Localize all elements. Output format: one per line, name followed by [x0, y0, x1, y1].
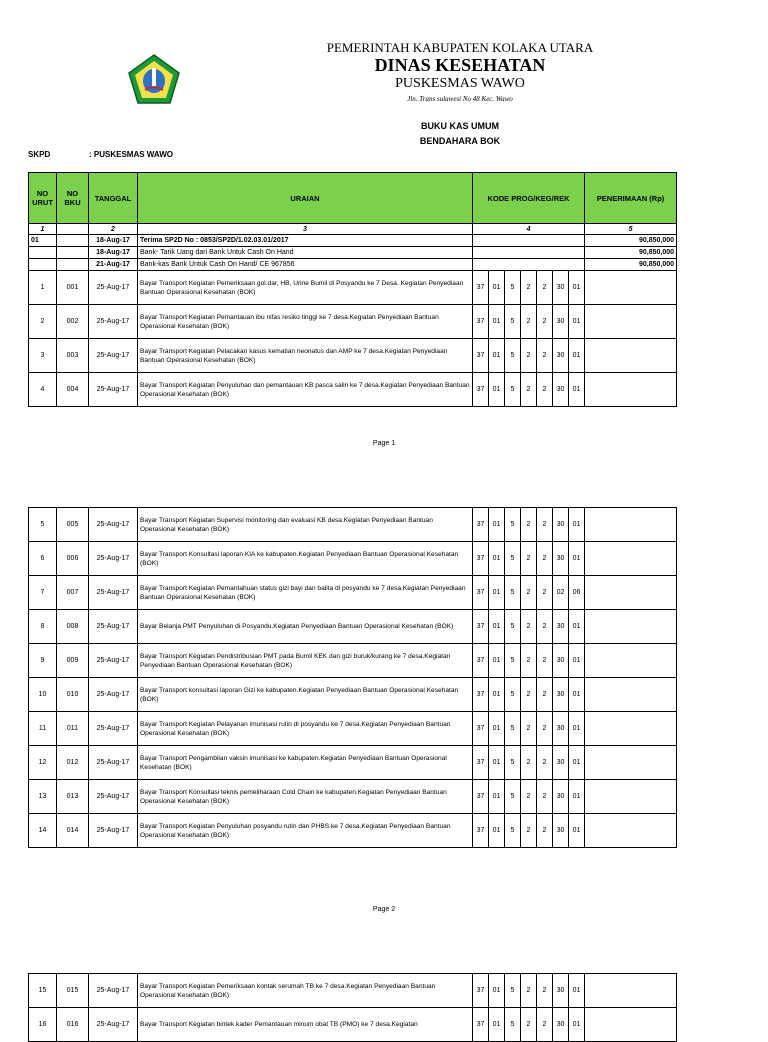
- row-no-urut: 1: [29, 271, 57, 305]
- summary-no: 01: [29, 235, 57, 247]
- row-kode-segment: 37: [473, 542, 489, 576]
- row-kode-segment: 2: [537, 271, 553, 305]
- row-no-bku: 009: [57, 644, 89, 678]
- row-date: 25-Aug-17: [89, 271, 138, 305]
- row-kode-segment: 37: [473, 1008, 489, 1042]
- summary-date: 18-Aug-17: [89, 247, 138, 259]
- row-no-bku: 005: [57, 508, 89, 542]
- row-description: Bayar Transport Kegiatan Pemeriksaan gol.dar, HB, Urine Bumil di Posyandu ke 7 Desa. Kegiatan Penyediaan Bantuan Operasional Kesehatan (BOK): [138, 271, 473, 305]
- row-kode-segment: 2: [521, 1008, 537, 1042]
- row-kode-segment: 01: [489, 542, 505, 576]
- row-no-bku: 006: [57, 542, 89, 576]
- ledger-table-page1: [28, 172, 677, 407]
- row-kode-segment: 37: [473, 271, 489, 305]
- row-kode-segment: 2: [537, 305, 553, 339]
- row-kode-segment: 37: [473, 712, 489, 746]
- row-no-urut: 3: [29, 339, 57, 373]
- row-kode-segment: 06: [569, 576, 585, 610]
- row-description: Bayar Transport Kegiatan Pendistribusian PMT pada Bumil KEK dan gizi buruk/kurang ke 7 desa.Kegiatan Penyediaan Bantuan Operasional Kesehatan (BOK): [138, 644, 473, 678]
- row-penerimaan: [585, 305, 677, 339]
- row-kode-segment: 2: [537, 508, 553, 542]
- row-penerimaan: [585, 373, 677, 407]
- row-kode-segment: 01: [489, 271, 505, 305]
- row-kode-segment: 2: [521, 271, 537, 305]
- row-kode-segment: 5: [505, 542, 521, 576]
- row-kode-segment: 2: [521, 576, 537, 610]
- row-kode-segment: 37: [473, 746, 489, 780]
- row-kode-segment: 01: [569, 746, 585, 780]
- row-kode-segment: 01: [489, 339, 505, 373]
- row-kode-segment: 2: [537, 373, 553, 407]
- page-number: Page 1: [372, 440, 396, 447]
- row-no-bku: 008: [57, 610, 89, 644]
- row-kode-segment: 37: [473, 576, 489, 610]
- row-kode-segment: 2: [521, 542, 537, 576]
- col-no-bku: NO BKU: [57, 173, 89, 224]
- row-penerimaan: [585, 746, 677, 780]
- row-kode-segment: 01: [489, 508, 505, 542]
- row-date: 25-Aug-17: [89, 712, 138, 746]
- row-kode-segment: 01: [569, 644, 585, 678]
- row-description: Bayar Transport Kegiatan Penyuluhan posyandu rutin dan PHBS ke 7 desa.Kegiatan Penyediaan Bantuan Operasional Kesehatan (BOK): [138, 814, 473, 848]
- row-date: 25-Aug-17: [89, 339, 138, 373]
- summary-amount: 90,850,000: [585, 247, 677, 259]
- table-row: [29, 746, 677, 780]
- row-kode-segment: 01: [489, 576, 505, 610]
- row-kode-segment: 2: [521, 508, 537, 542]
- table-row: [29, 373, 677, 407]
- row-kode-segment: 2: [537, 610, 553, 644]
- row-kode-segment: 30: [553, 746, 569, 780]
- table-row: [29, 678, 677, 712]
- col-no-urut: NO URUT: [29, 173, 57, 224]
- row-kode-segment: 2: [521, 814, 537, 848]
- row-description: Bayar Transport Kegiatan Pelayanan imunisasi rutin di posyandu ke 7 desa.Kegiatan Penyediaan Bantuan Operasional Kesehatan (BOK): [138, 712, 473, 746]
- row-no-bku: 013: [57, 780, 89, 814]
- row-no-bku: 012: [57, 746, 89, 780]
- row-kode-segment: 01: [569, 610, 585, 644]
- row-no-bku: 004: [57, 373, 89, 407]
- row-kode-segment: 2: [521, 373, 537, 407]
- col-num: 4: [473, 224, 585, 235]
- row-kode-segment: 01: [489, 780, 505, 814]
- row-date: 25-Aug-17: [89, 305, 138, 339]
- row-description: Bayar Transport Konsultasi teknis pemeliharaan Cold Chain ke kabupaten.Kegiatan Penyediaan Bantuan Operasional Kesehatan (BOK): [138, 780, 473, 814]
- row-kode-segment: 2: [537, 339, 553, 373]
- row-no-bku: 007: [57, 576, 89, 610]
- row-no-urut: 7: [29, 576, 57, 610]
- row-penerimaan: [585, 610, 677, 644]
- row-kode-segment: 2: [521, 610, 537, 644]
- row-kode-segment: 2: [537, 780, 553, 814]
- row-kode-segment: 2: [537, 678, 553, 712]
- row-description: Bayar Transport konsultasi laporan Gizi ke kabupaten.Kegiatan Penyediaan Bantuan Operasional Kesehatan (BOK): [138, 678, 473, 712]
- summary-row: [29, 259, 677, 271]
- row-kode-segment: 30: [553, 644, 569, 678]
- row-kode-segment: 30: [553, 373, 569, 407]
- row-date: 25-Aug-17: [89, 746, 138, 780]
- row-kode-segment: 2: [521, 746, 537, 780]
- row-kode-segment: 2: [521, 339, 537, 373]
- table-row: [29, 712, 677, 746]
- row-no-bku: 001: [57, 271, 89, 305]
- col-num: 3: [138, 224, 473, 235]
- row-kode-segment: 37: [473, 610, 489, 644]
- row-no-bku: 016: [57, 1008, 89, 1042]
- row-no-bku: 015: [57, 974, 89, 1008]
- row-kode-segment: 01: [489, 1008, 505, 1042]
- row-no-urut: 15: [29, 974, 57, 1008]
- gov-heading: PEMERINTAH KABUPATEN KOLAKA UTARA: [326, 40, 594, 55]
- row-date: 25-Aug-17: [89, 373, 138, 407]
- row-kode-segment: 5: [505, 508, 521, 542]
- row-kode-segment: 01: [569, 678, 585, 712]
- row-penerimaan: [585, 339, 677, 373]
- summary-row: [29, 247, 677, 259]
- row-kode-segment: 37: [473, 305, 489, 339]
- summary-row: [29, 235, 677, 247]
- row-penerimaan: [585, 712, 677, 746]
- row-kode-segment: 2: [521, 780, 537, 814]
- row-description: Bayar Transport Kegiatan Pemeriksaan kontak serumah TB ke 7 desa.Kegiatan Penyediaan Bantuan Operasional Kesehatan (BOK): [138, 974, 473, 1008]
- row-kode-segment: 5: [505, 576, 521, 610]
- summary-no: [29, 247, 57, 259]
- row-kode-segment: 2: [521, 678, 537, 712]
- address-line: Jln. Trans sulawesi No 48 Kec. Wawo: [407, 95, 513, 103]
- row-kode-segment: 2: [537, 974, 553, 1008]
- row-no-bku: 003: [57, 339, 89, 373]
- row-no-urut: 12: [29, 746, 57, 780]
- row-kode-segment: 37: [473, 780, 489, 814]
- table-row: [29, 644, 677, 678]
- table-row: [29, 508, 677, 542]
- skpd-label: SKPD: [28, 150, 51, 159]
- row-kode-segment: 01: [489, 814, 505, 848]
- row-date: 25-Aug-17: [89, 780, 138, 814]
- row-kode-segment: 37: [473, 644, 489, 678]
- row-penerimaan: [585, 1008, 677, 1042]
- table-row: [29, 339, 677, 373]
- row-kode-segment: 2: [537, 712, 553, 746]
- row-kode-segment: 30: [553, 542, 569, 576]
- col-num: 2: [89, 224, 138, 235]
- row-kode-segment: 01: [569, 339, 585, 373]
- row-description: Bayar Transport Konsultasi laporan KIA ke kabupaten.Kegiatan Penyediaan Bantuan Operasional Kesehatan (BOK): [138, 542, 473, 576]
- row-kode-segment: 2: [537, 576, 553, 610]
- row-kode-segment: 2: [521, 644, 537, 678]
- row-kode-segment: 01: [569, 542, 585, 576]
- row-kode-segment: 01: [569, 305, 585, 339]
- row-no-urut: 9: [29, 644, 57, 678]
- row-kode-segment: 01: [569, 271, 585, 305]
- row-description: Bayar Transport Pengambilan vaksin imunisasi ke kabupaten.Kegiatan Penyediaan Bantuan Operasional Kesehatan (BOK): [138, 746, 473, 780]
- row-kode-segment: 01: [569, 1008, 585, 1042]
- row-kode-segment: 2: [521, 974, 537, 1008]
- row-kode-segment: 30: [553, 814, 569, 848]
- row-kode-segment: 01: [489, 644, 505, 678]
- table-row: [29, 1008, 677, 1042]
- row-kode-segment: 30: [553, 339, 569, 373]
- row-kode-segment: 37: [473, 508, 489, 542]
- doc-subtitle: BENDAHARA BOK: [419, 136, 501, 146]
- row-kode-segment: 5: [505, 644, 521, 678]
- row-kode-segment: 01: [489, 746, 505, 780]
- ledger-table-page3: [28, 973, 677, 1042]
- row-kode-segment: 01: [569, 373, 585, 407]
- col-num: 5: [585, 224, 677, 235]
- row-no-urut: 16: [29, 1008, 57, 1042]
- row-kode-segment: 2: [537, 814, 553, 848]
- row-kode-segment: 2: [537, 542, 553, 576]
- col-uraian: URAIAN: [138, 173, 473, 224]
- row-kode-segment: 5: [505, 339, 521, 373]
- row-penerimaan: [585, 780, 677, 814]
- row-kode-segment: 01: [569, 814, 585, 848]
- row-kode-segment: 01: [569, 780, 585, 814]
- summary-date: 18-Aug-17: [89, 235, 138, 247]
- row-kode-segment: 30: [553, 305, 569, 339]
- row-description: Bayar Transport Kegiatan Pemantahuan status gizi bayi dan balita di posyandu ke 7 desa.Kegiatan Penyediaan Bantuan Operasional Kesehatan (BOK): [138, 576, 473, 610]
- row-kode-segment: 02: [553, 576, 569, 610]
- row-date: 25-Aug-17: [89, 644, 138, 678]
- row-kode-segment: 01: [489, 610, 505, 644]
- col-penerimaan: PENERIMAAN (Rp): [585, 173, 677, 224]
- col-tanggal: TANGGAL: [89, 173, 138, 224]
- row-penerimaan: [585, 678, 677, 712]
- table-row: [29, 610, 677, 644]
- header-row: [29, 173, 677, 224]
- summary-text: Terima SP2D No : 0853/SP2D/1.02.03.01/2017: [138, 235, 473, 247]
- row-penerimaan: [585, 644, 677, 678]
- row-date: 25-Aug-17: [89, 542, 138, 576]
- row-kode-segment: 5: [505, 1008, 521, 1042]
- row-no-urut: 6: [29, 542, 57, 576]
- row-penerimaan: [585, 508, 677, 542]
- table-row: [29, 814, 677, 848]
- row-no-urut: 5: [29, 508, 57, 542]
- table-row: [29, 780, 677, 814]
- row-kode-segment: 30: [553, 974, 569, 1008]
- kolaka-utara-emblem-icon: [128, 54, 180, 104]
- column-number-row: [29, 224, 677, 235]
- row-date: 25-Aug-17: [89, 814, 138, 848]
- row-kode-segment: 5: [505, 712, 521, 746]
- summary-text: Bank-kas Bank Untuk Cash On Hand/ CE 967856: [138, 259, 473, 271]
- row-kode-segment: 01: [489, 974, 505, 1008]
- row-kode-segment: 01: [489, 712, 505, 746]
- row-date: 25-Aug-17: [89, 678, 138, 712]
- skpd-value: : PUSKESMAS WAWO: [89, 150, 174, 159]
- row-kode-segment: 01: [489, 678, 505, 712]
- row-date: 25-Aug-17: [89, 610, 138, 644]
- row-no-urut: 4: [29, 373, 57, 407]
- row-kode-segment: 01: [569, 508, 585, 542]
- row-kode-segment: 01: [489, 305, 505, 339]
- row-kode-segment: 5: [505, 746, 521, 780]
- table-row: [29, 974, 677, 1008]
- row-kode-segment: 37: [473, 339, 489, 373]
- summary-date: 21-Aug-17: [89, 259, 138, 271]
- row-kode-segment: 5: [505, 271, 521, 305]
- row-kode-segment: 37: [473, 974, 489, 1008]
- table-row: [29, 271, 677, 305]
- summary-amount: 90,850,000: [585, 235, 677, 247]
- ledger-table-page2: [28, 507, 677, 848]
- row-kode-segment: 5: [505, 305, 521, 339]
- row-penerimaan: [585, 576, 677, 610]
- table-row: [29, 305, 677, 339]
- row-kode-segment: 30: [553, 780, 569, 814]
- row-kode-segment: 01: [489, 373, 505, 407]
- row-kode-segment: 2: [537, 644, 553, 678]
- row-date: 25-Aug-17: [89, 1008, 138, 1042]
- row-no-bku: 010: [57, 678, 89, 712]
- row-description: Bayar Transport Kegiatan bintek kader Pemantauan minum obat TB (PMO) ke 7 desa.Kegiatan: [138, 1008, 473, 1042]
- row-description: Bayar Transport Kegiatan Supervisi monitoring dan evaluasi KB desa.Kegiatan Penyediaan Bantuan Operasional Kesehatan (BOK): [138, 508, 473, 542]
- row-kode-segment: 30: [553, 271, 569, 305]
- row-no-bku: 002: [57, 305, 89, 339]
- row-kode-segment: 01: [569, 974, 585, 1008]
- row-kode-segment: 37: [473, 814, 489, 848]
- row-kode-segment: 2: [521, 305, 537, 339]
- row-kode-segment: 5: [505, 780, 521, 814]
- row-description: Bayar Transport Kegiatan Pemantauan ibu nifas resiko tinggi ke 7 desa.Kegiatan Penyediaan Bantuan Operasional Kesehatan (BOK): [138, 305, 473, 339]
- row-kode-segment: 30: [553, 508, 569, 542]
- page-number: Page 2: [372, 906, 396, 913]
- row-no-urut: 10: [29, 678, 57, 712]
- office-heading: DINAS KESEHATAN: [374, 55, 546, 75]
- row-kode-segment: 2: [537, 746, 553, 780]
- row-kode-segment: 01: [569, 712, 585, 746]
- row-kode-segment: 5: [505, 974, 521, 1008]
- row-penerimaan: [585, 271, 677, 305]
- row-kode-segment: 2: [521, 712, 537, 746]
- row-kode-segment: 30: [553, 712, 569, 746]
- row-kode-segment: 30: [553, 610, 569, 644]
- row-kode-segment: 5: [505, 814, 521, 848]
- row-kode-segment: 30: [553, 1008, 569, 1042]
- row-description: Bayar Transport Kegiatan Pelacakan kasus kematian neonatus dan AMP ke 7 desa.Kegiatan Penyediaan Bantuan Operasional Kesehatan (BOK): [138, 339, 473, 373]
- row-no-urut: 2: [29, 305, 57, 339]
- row-date: 25-Aug-17: [89, 974, 138, 1008]
- row-penerimaan: [585, 974, 677, 1008]
- row-no-urut: 11: [29, 712, 57, 746]
- row-kode-segment: 2: [537, 1008, 553, 1042]
- row-no-bku: 014: [57, 814, 89, 848]
- row-no-bku: 011: [57, 712, 89, 746]
- row-date: 25-Aug-17: [89, 576, 138, 610]
- summary-text: Bank- Tarik Uang dari Bank Untuk Cash On Hand: [138, 247, 473, 259]
- row-date: 25-Aug-17: [89, 508, 138, 542]
- table-row: [29, 542, 677, 576]
- row-description: Bayar Transport Kegiatan Penyuluhan dan pemantauan KB pasca salin ke 7 desa.Kegiatan Penyediaan Bantuan Operasional Kesehatan (BOK): [138, 373, 473, 407]
- row-kode-segment: 5: [505, 678, 521, 712]
- row-description: Bayar Belanja PMT Penyuluhan di Posyandu.Kegiatan Penyediaan Bantuan Operasional Kesehatan (BOK): [138, 610, 473, 644]
- row-penerimaan: [585, 542, 677, 576]
- summary-amount: 90,850,000: [585, 259, 677, 271]
- summary-no: [29, 259, 57, 271]
- row-kode-segment: 5: [505, 373, 521, 407]
- row-no-urut: 8: [29, 610, 57, 644]
- row-kode-segment: 30: [553, 678, 569, 712]
- row-kode-segment: 37: [473, 373, 489, 407]
- doc-title: BUKU KAS UMUM: [421, 121, 499, 131]
- row-no-urut: 13: [29, 780, 57, 814]
- col-num: 1: [29, 224, 57, 235]
- row-kode-segment: 37: [473, 678, 489, 712]
- table-row: [29, 576, 677, 610]
- row-kode-segment: 5: [505, 610, 521, 644]
- puskesmas-heading: PUSKESMAS WAWO: [395, 76, 525, 91]
- row-penerimaan: [585, 814, 677, 848]
- row-no-urut: 14: [29, 814, 57, 848]
- col-kode: KODE PROG/KEG/REK: [473, 173, 585, 224]
